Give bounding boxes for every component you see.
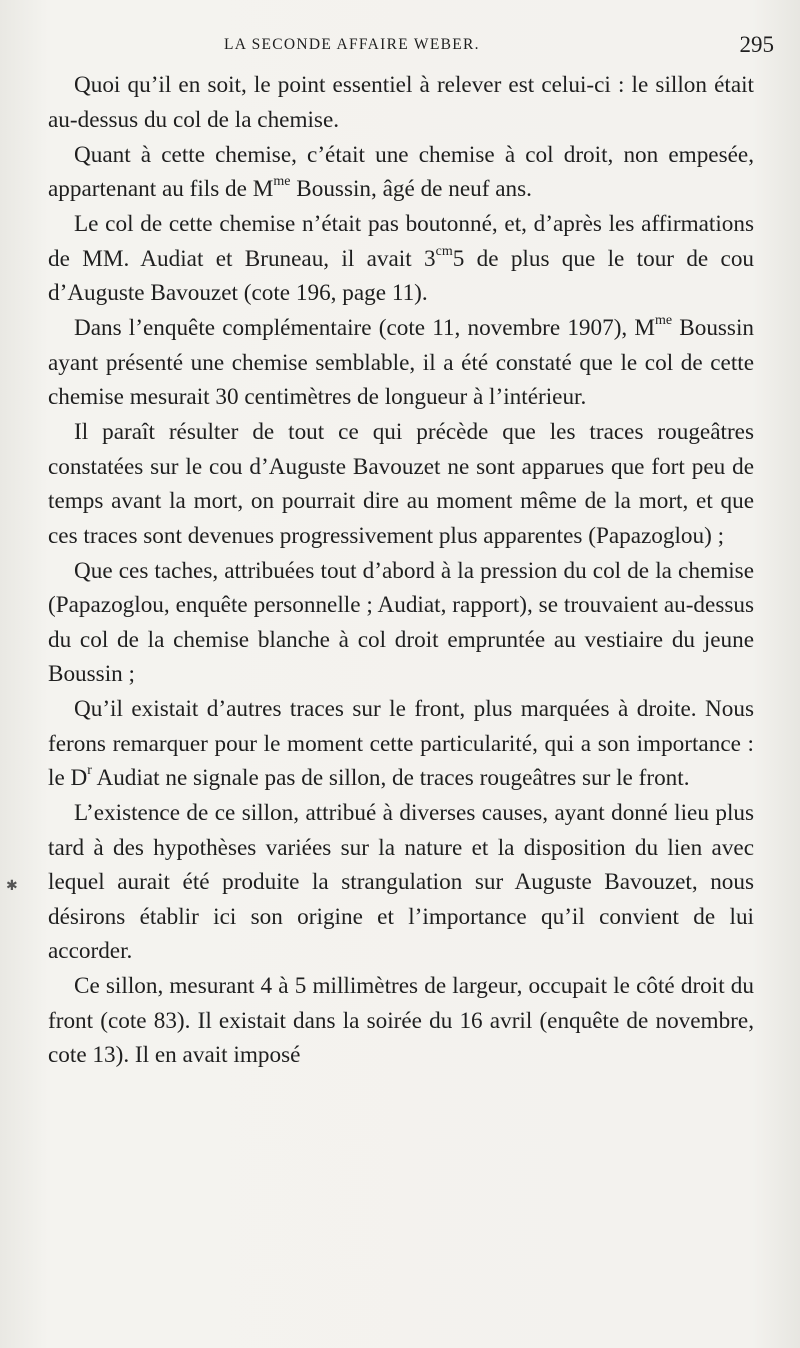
text-run: Dans l’enquête complémentaire (cote 11, novembre 1907), M bbox=[74, 315, 655, 341]
text-run: Il paraît résulter de tout ce qui précède que les traces rougeâtres constatées sur le cou d’Auguste Bavouzet ne sont apparues que fort peu de temps avant la mort, on pourrait dire au moment même de la mort, et que ces traces sont devenues progressivement plus apparentes (Papazoglou) ; bbox=[48, 419, 754, 549]
paragraph bbox=[48, 138, 754, 207]
superscript: cm bbox=[435, 243, 453, 259]
text-run: Audiat ne signale pas de sillon, de traces rougeâtres sur le front. bbox=[91, 765, 690, 791]
paragraph bbox=[48, 796, 754, 969]
paragraph bbox=[48, 415, 754, 553]
text-run: L’existence de ce sillon, attribué à diverses causes, ayant donné lieu plus tard à des hypothèses variées sur la nature et la disposition du lien avec lequel aurait été produite la strangulation sur Auguste Bavouzet, nous désirons établir ici son origine et l’importance qu’il convient de lui accorder. bbox=[48, 800, 754, 964]
paragraph bbox=[48, 311, 754, 415]
margin-mark-icon: ✱ bbox=[6, 879, 18, 894]
page-header bbox=[48, 32, 782, 66]
paragraph bbox=[48, 969, 754, 1073]
text-run: Quant à cette chemise, c’était une chemise à col droit, non empesée, appartenant au fils de M bbox=[48, 141, 754, 202]
superscript: me bbox=[273, 174, 291, 190]
text-run: Quoi qu’il en soit, le point essentiel à relever est celui-ci : le sillon était au-dessus du col de la chemise. bbox=[48, 72, 754, 133]
text-run: Qu’il existait d’autres traces sur le front, plus marquées à droite. Nous ferons remarquer pour le moment cette particularité, qui a son importance : le D bbox=[48, 696, 754, 791]
text-run: Que ces taches, attribuées tout d’abord à la pression du col de la chemise (Papazoglou, enquête personnelle ; Audiat, rapport), se trouvaient au-dessus du col de la chemise blanche à col droit empruntée au vestiaire du jeune Boussin ; bbox=[48, 557, 754, 687]
body-text bbox=[48, 68, 754, 1073]
page-number: 295 bbox=[739, 32, 774, 57]
superscript: me bbox=[655, 313, 673, 329]
text-run: Ce sillon, mesurant 4 à 5 millimètres de largeur, occupait le côté droit du front (cote 83). Il existait dans la soirée du 16 avril (enquête de novembre, cote 13). Il en avait imposé bbox=[48, 973, 754, 1068]
running-title: LA SECONDE AFFAIRE WEBER. bbox=[224, 36, 480, 53]
superscript: r bbox=[87, 763, 92, 779]
paragraph bbox=[48, 692, 754, 796]
text-run: 5 de plus que le tour de cou d’Auguste Bavouzet (cote 196, page 11). bbox=[48, 245, 755, 306]
paragraph bbox=[48, 207, 754, 311]
paragraph bbox=[48, 68, 754, 137]
text-run: Boussin, âgé de neuf ans. bbox=[290, 176, 532, 202]
text-run: Le col de cette chemise n’était pas boutonné, et, d’après les affirmations de MM. Audiat et Bruneau, il avait 3 bbox=[48, 211, 754, 272]
text-run: Boussin ayant présenté une chemise semblable, il a été constaté que le col de cette chemise mesurait 30 centimètres de longueur à l’intérieur. bbox=[48, 315, 754, 410]
paragraph bbox=[48, 554, 754, 692]
